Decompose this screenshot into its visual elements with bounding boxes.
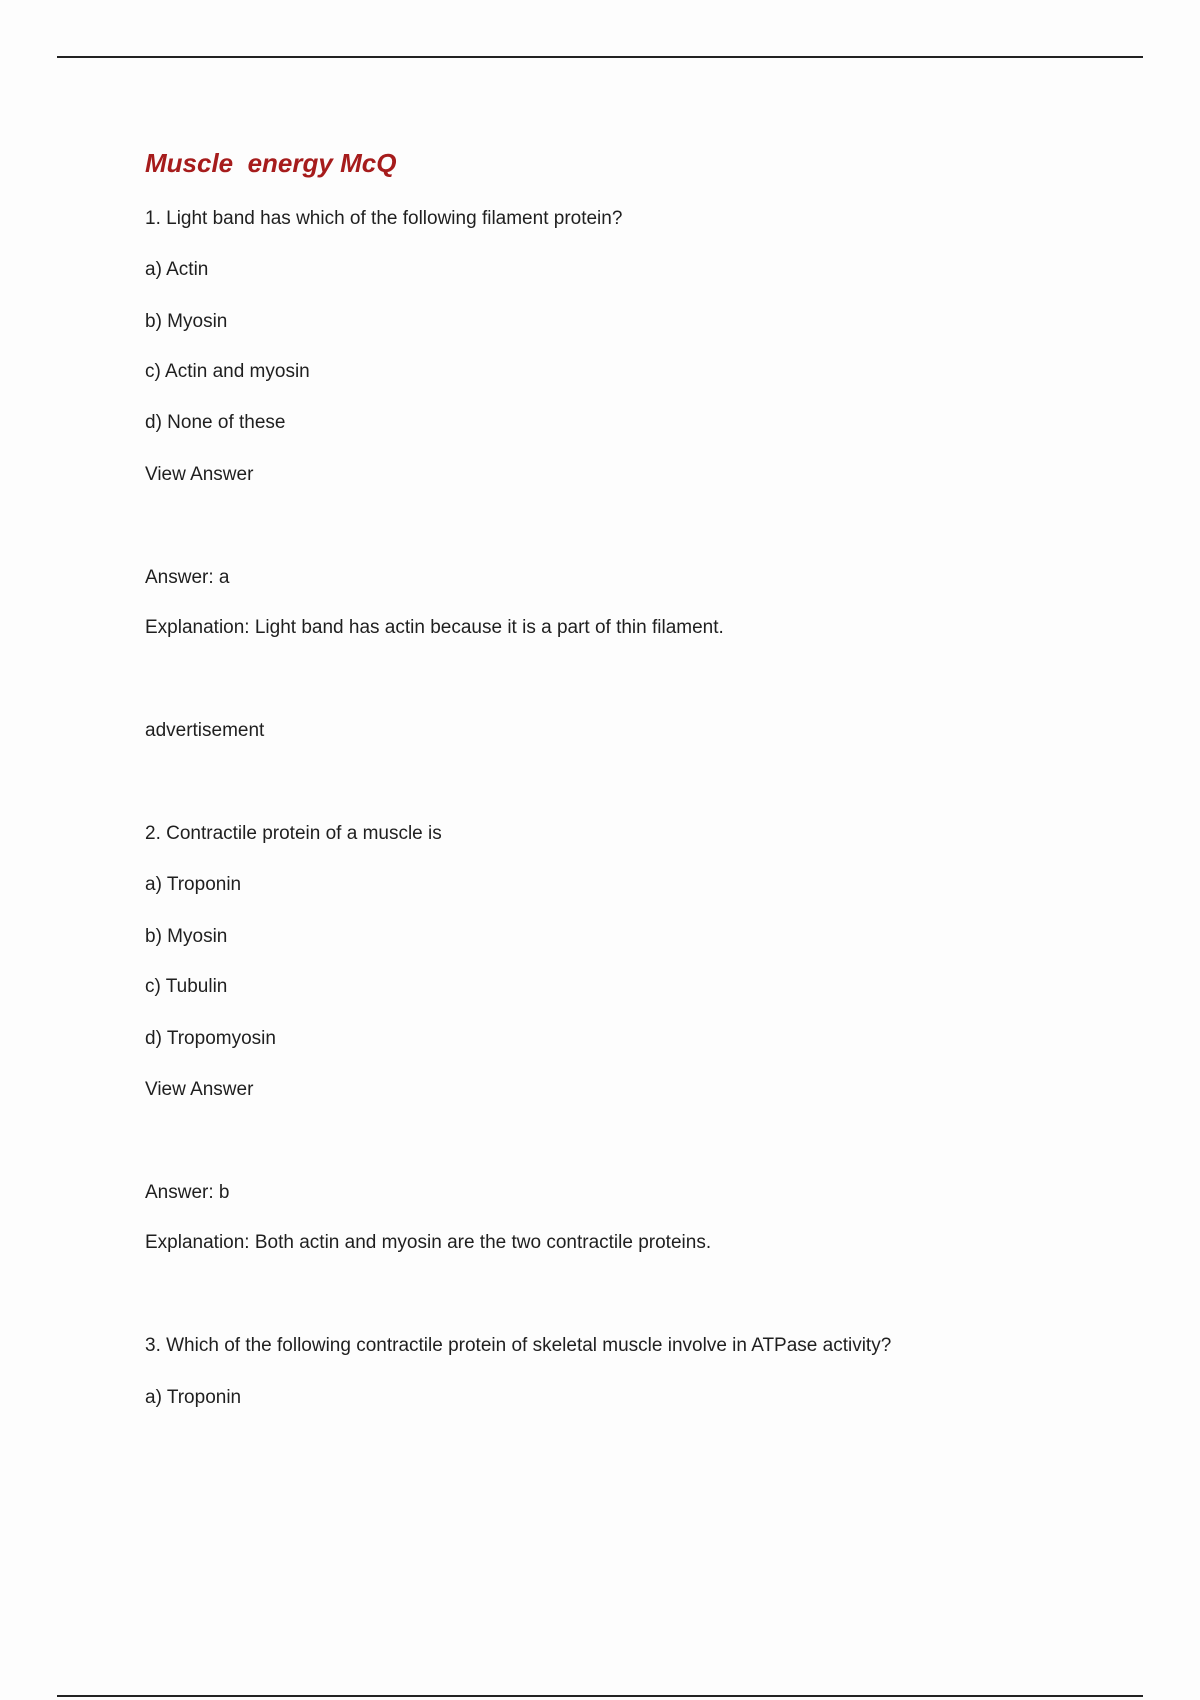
question-1-explanation: Explanation: Light band has actin because it is a part of thin filament. [145,617,724,638]
question-2-option-b: b) Myosin [145,926,228,947]
advertisement-label: advertisement [145,720,265,741]
question-1-text: 1. Light band has which of the following filament protein? [145,208,623,229]
question-2-answer: Answer: b [145,1182,230,1203]
header-rule [57,56,1143,58]
question-2-option-c: c) Tubulin [145,976,228,997]
footer-rule [57,1695,1143,1697]
question-2-view-answer[interactable]: View Answer [145,1079,254,1100]
question-1-option-c: c) Actin and myosin [145,361,310,382]
question-2-explanation: Explanation: Both actin and myosin are the two contractile proteins. [145,1232,712,1253]
question-2-option-a: a) Troponin [145,874,242,895]
question-1-option-d: d) None of these [145,412,286,433]
question-2-option-d: d) Tropomyosin [145,1028,276,1049]
question-1-option-b: b) Myosin [145,311,228,332]
question-1-view-answer[interactable]: View Answer [145,464,254,485]
question-1-answer: Answer: a [145,567,230,588]
question-3-text: 3. Which of the following contractile protein of skeletal muscle involve in ATPase activity? [145,1335,892,1356]
document-title: Muscle energy McQ [145,148,397,178]
question-1-option-a: a) Actin [145,259,209,280]
question-3-option-a: a) Troponin [145,1387,242,1408]
question-2-text: 2. Contractile protein of a muscle is [145,823,442,844]
